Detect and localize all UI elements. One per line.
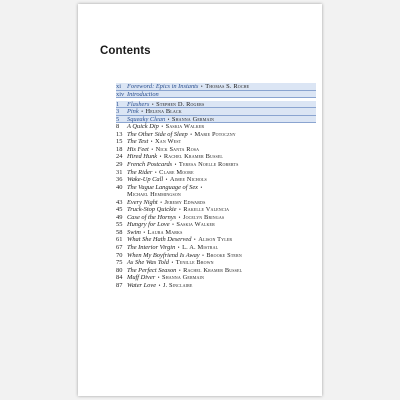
toc-entry[interactable] (116, 153, 316, 161)
toc-page-number: 29 (116, 160, 123, 168)
toc-page-number: 5 (116, 115, 120, 123)
bullet-separator: • (154, 170, 157, 176)
bullet-separator: • (200, 85, 203, 90)
toc-entry-title: Introduction (127, 90, 159, 98)
toc-entry-author: Teresa Noelle Roberts (178, 160, 239, 168)
bullet-separator: • (159, 155, 162, 161)
toc-entry[interactable] (116, 244, 316, 252)
bullet-separator: • (150, 140, 153, 146)
toc-entry-title: Truck-Stop Quickie (127, 206, 177, 214)
toc-entry-title: As She Was Told (127, 259, 169, 267)
toc-entry-title: Hired Hunk (127, 153, 158, 161)
toc-entry[interactable] (116, 282, 316, 290)
toc-entry-title: Case of the Hornys (127, 213, 177, 221)
toc-entry-title: Water Love (127, 281, 157, 289)
toc-entry-author: Brooke Stern (206, 251, 242, 259)
bullet-separator: • (158, 283, 161, 289)
toc-entry[interactable] (116, 83, 316, 91)
bullet-separator: • (177, 245, 180, 251)
toc-entry[interactable] (116, 229, 316, 237)
toc-entry-title: Hungry for Love (127, 221, 170, 229)
toc-entry[interactable] (116, 161, 316, 169)
book-page (78, 4, 322, 396)
toc-entry-author: Rachel Kramer Bussel (183, 266, 243, 274)
toc-entry[interactable] (116, 267, 316, 275)
toc-entry[interactable] (116, 169, 316, 177)
toc-entry[interactable] (116, 101, 316, 109)
toc-page-number: 8 (116, 123, 120, 131)
toc-entry[interactable] (116, 199, 316, 207)
toc-entry-author: Shanna Germain (171, 115, 215, 123)
bullet-separator: • (178, 215, 181, 221)
toc-page-number: 15 (116, 138, 123, 146)
toc-entry-author: Jeremy Edwards (164, 198, 206, 206)
toc-entry[interactable] (116, 176, 316, 184)
bullet-separator: • (165, 178, 168, 184)
toc-entry-title: Squeaky Clean (127, 115, 166, 123)
toc-entry[interactable] (116, 252, 316, 260)
toc-page-number: xi (116, 83, 121, 90)
toc-entry-author: Clare Moore (159, 168, 194, 176)
toc-entry-title: The Other Side of Sleep (127, 130, 188, 138)
toc-entry-author: Rakelle Valencia (183, 206, 230, 214)
toc-entry-title: Flashers (127, 100, 150, 108)
toc-entry-title: The Test (127, 138, 149, 146)
bullet-separator: • (179, 208, 181, 214)
bullet-separator: • (141, 110, 143, 116)
bullet-separator: • (193, 238, 196, 244)
bullet-separator: • (202, 253, 204, 259)
toc-entry-author: Saskia Walker (165, 123, 205, 131)
toc-entry[interactable] (116, 274, 316, 282)
toc-entry-author: Xan West (155, 138, 182, 146)
toc-entry-author: Saskia Walker (176, 221, 215, 229)
toc-entry-author: Shanna Germain (161, 274, 205, 282)
toc-page-number: 36 (116, 176, 123, 184)
bullet-separator: • (172, 223, 174, 229)
toc-entry-author: Aimee Nichols (169, 176, 207, 184)
toc-entry-author: Stephen D. Rogers (156, 100, 205, 108)
toc-entry[interactable] (116, 138, 316, 146)
bullet-separator: • (174, 162, 177, 168)
page-title: Contents (100, 45, 151, 57)
toc-page-number: 24 (116, 153, 123, 161)
toc-page-number: 67 (116, 243, 123, 251)
toc-page-number: 13 (116, 130, 123, 138)
bullet-separator: • (167, 117, 170, 123)
toc-page-number: 70 (116, 251, 123, 259)
toc-entry-title: Foreword: Epics in Instants (127, 83, 199, 90)
toc-entry[interactable] (116, 206, 316, 214)
toc-page-number: 3 (116, 108, 120, 116)
table-of-contents (116, 83, 316, 289)
toc-page-number: 55 (116, 221, 123, 229)
toc-entry-author: Jocelyn Bringas (182, 213, 225, 221)
toc-entry-title: The Perfect Season (127, 266, 177, 274)
toc-page-number: 75 (116, 259, 123, 267)
toc-entry-author: J. Sinclaire (162, 281, 193, 289)
toc-entry-author: Rachel Kramer Bussel (163, 153, 224, 161)
toc-entry-title: Swim (127, 228, 141, 236)
toc-entry-title: When My Boyfriend Is Away (127, 251, 200, 259)
toc-page-number: 43 (116, 198, 123, 206)
toc-entry-author: L. A. Mistral (182, 243, 219, 251)
toc-page-number: 61 (116, 236, 123, 244)
toc-entry-author: Nick Santa Rosa (155, 145, 200, 153)
bullet-separator: • (171, 261, 174, 267)
toc-page-number: 87 (116, 281, 123, 289)
toc-entry-title: French Postcards (127, 160, 173, 168)
toc-entry[interactable] (116, 221, 316, 229)
toc-entry-author: Michael Hemmingson (127, 191, 181, 199)
toc-entry[interactable] (116, 123, 316, 131)
toc-page-number: 84 (116, 274, 123, 282)
toc-entry-author: Tenille Brown (175, 259, 214, 267)
toc-entry-title: Wake-Up Call (127, 176, 164, 184)
toc-page-number: 58 (116, 228, 123, 236)
toc-page-number: xiv (116, 90, 125, 98)
toc-entry[interactable] (116, 91, 316, 99)
toc-entry[interactable] (116, 131, 316, 139)
toc-page-number: 31 (116, 168, 123, 176)
toc-entry[interactable] (116, 116, 316, 124)
toc-page-number: 80 (116, 266, 123, 274)
bullet-separator: • (151, 147, 154, 153)
toc-entry[interactable] (116, 236, 316, 244)
toc-entry-title: What She Hath Deserved (127, 236, 192, 244)
toc-entry-author: Alison Tyler (198, 236, 233, 244)
bullet-separator: • (157, 276, 160, 282)
toc-entry[interactable] (116, 146, 316, 154)
toc-entry-title: His Feet (127, 145, 149, 153)
toc-entry[interactable] (116, 184, 316, 192)
toc-entry-title: The Interior Virgin (127, 243, 176, 251)
bullet-separator: • (143, 230, 146, 236)
toc-entry-author-continuation (116, 191, 316, 199)
toc-entry[interactable] (116, 214, 316, 222)
toc-page-number: 45 (116, 206, 123, 214)
bullet-separator: • (151, 102, 154, 108)
toc-entry-title: A Quick Dip (127, 123, 159, 131)
bullet-separator: • (161, 125, 164, 131)
toc-entry-author: Helena Black (145, 108, 182, 116)
toc-page-number: 40 (116, 183, 123, 191)
toc-page-number: 1 (116, 100, 120, 108)
toc-entry-author: Marie Potoczny (194, 130, 236, 138)
toc-entry-title: Muff Diver (127, 274, 156, 282)
toc-entry-title: Pink (127, 108, 139, 116)
bullet-separator: • (200, 185, 203, 191)
toc-page-number: 18 (116, 145, 123, 153)
toc-entry-author: Thomas S. Roche (205, 83, 250, 90)
toc-entry-title: Every Night (127, 198, 158, 206)
toc-entry[interactable] (116, 108, 316, 116)
bullet-separator: • (160, 200, 162, 206)
toc-entry-author: Laura Marks (147, 228, 183, 236)
toc-entry[interactable] (116, 259, 316, 267)
toc-page-number: 49 (116, 213, 123, 221)
bullet-separator: • (190, 132, 192, 138)
bullet-separator: • (178, 268, 181, 274)
toc-entry-title: The Rider (127, 168, 153, 176)
toc-entry-title: The Vague Language of Sex (127, 183, 198, 191)
